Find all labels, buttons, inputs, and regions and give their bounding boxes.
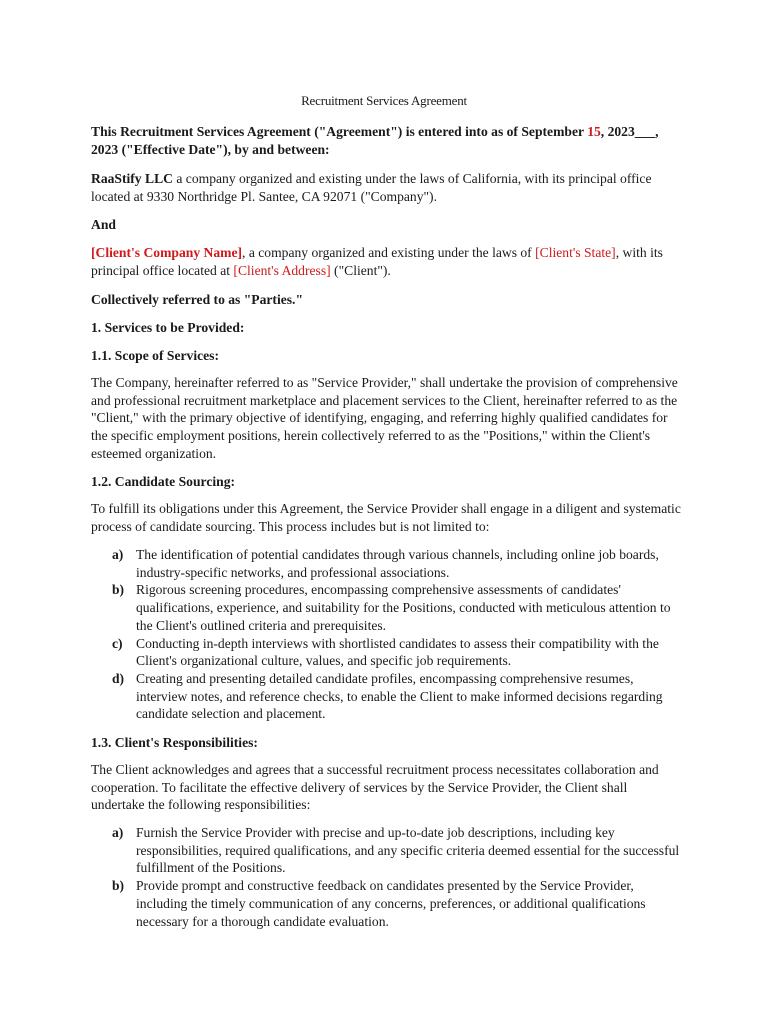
list-marker: c) — [112, 635, 123, 651]
section-1-3-body: The Client acknowledges and agrees that a successful recruitment process necessitates collaboration and cooperation. To facilitate the effective delivery of services by the Service Provider, the Client shall undertake the following responsibilities: — [91, 762, 659, 813]
list-item — [112, 877, 682, 930]
list-item — [112, 824, 682, 877]
section-1-3-heading: 1.3. Client's Responsibilities: — [91, 735, 258, 750]
list-item — [112, 635, 682, 670]
client-address-placeholder: [Client's Address] — [233, 262, 331, 278]
sourcing-list — [112, 546, 682, 723]
section-1-2-body: To fulfill its obligations under this Agreement, the Service Provider shall engage in a diligent and systematic process of candidate sourcing. This process includes but is not limited to: — [91, 501, 681, 534]
agreement-intro — [91, 123, 681, 158]
section-1-heading: 1. Services to be Provided: — [91, 320, 245, 335]
list-item-text: Furnish the Service Provider with precise and up-to-date job descriptions, including key responsibilities, required qualifications, and any specific criteria deemed essential for the successful fulfillment of the Positions. — [136, 825, 680, 876]
list-item-text: Creating and presenting detailed candidate profiles, encompassing comprehensive resumes, interview notes, and reference checks, to enable the Client to make informed decisions regarding candidate selection and placement. — [136, 670, 663, 722]
list-item-text: Rigorous screening procedures, encompassing comprehensive assessments of candidates' qualifications, experience, and suitability for the Positions, conducted with meticulous attention to the Client's outlined criteria and prerequisites. — [136, 582, 671, 633]
parties-statement: Collectively referred to as "Parties." — [91, 292, 303, 307]
intro-text-b: , 2023___, 2023 ("Effective Date"), by and between: — [91, 124, 659, 157]
list-marker: b) — [112, 878, 125, 894]
company-name: RaaStify LLC — [91, 171, 173, 186]
list-item-text: The identification of potential candidates through various channels, including online job boards, industry-specific networks, and professional associations. — [136, 547, 659, 580]
company-paragraph — [91, 170, 681, 205]
client-desc-b: , with its principal office located at — [91, 245, 663, 278]
client-responsibilities-list — [112, 824, 682, 930]
client-desc-c: ("Client"). — [330, 262, 391, 278]
client-state-placeholder: [Client's State] — [535, 245, 616, 260]
intro-text-a: This Recruitment Services Agreement ("Agreement") is entered into as of September — [91, 124, 588, 139]
and-separator: And — [91, 217, 116, 232]
section-1-1-body: The Company, hereinafter referred to as "Service Provider," shall undertake the provision of comprehensive and professional recruitment marketplace and placement services to the Client, hereinafter referred to as the "Client," with the primary objective of identifying, engaging, and referring highly qualified candidates for the specific employment positions, herein collectively referred to as the "Positions," within the Client's esteemed organization. — [91, 375, 678, 461]
list-item-text: Provide prompt and constructive feedback on candidates presented by the Service Provider, including the timely communication of any concerns, preferences, or additional qualifications necessary for a thorough candidate evaluation. — [136, 878, 646, 929]
section-1-1-heading: 1.1. Scope of Services: — [91, 348, 219, 363]
list-marker: a) — [112, 825, 124, 840]
client-company-name-placeholder: [Client's Company Name] — [91, 245, 243, 260]
list-item — [112, 670, 682, 723]
client-paragraph — [91, 244, 681, 279]
section-1-2-heading: 1.2. Candidate Sourcing: — [91, 474, 236, 489]
document-title: Recruitment Services Agreement — [301, 93, 467, 108]
client-desc-a: , a company organized and existing under the laws of — [242, 245, 536, 260]
list-marker: b) — [112, 582, 125, 598]
list-item — [112, 546, 682, 581]
list-item — [112, 581, 682, 634]
list-marker: d) — [112, 670, 125, 686]
list-marker: a) — [112, 547, 124, 562]
list-item-text: Conducting in-depth interviews with shortlisted candidates to assess their compatibility with the Client's organizational culture, values, and specific job requirements. — [136, 635, 659, 669]
company-description: a company organized and existing under the laws of California, with its principal office located at 9330 Northridge Pl. Santee, CA 92071 ("Company"). — [91, 171, 652, 204]
intro-day: 15 — [587, 124, 601, 139]
